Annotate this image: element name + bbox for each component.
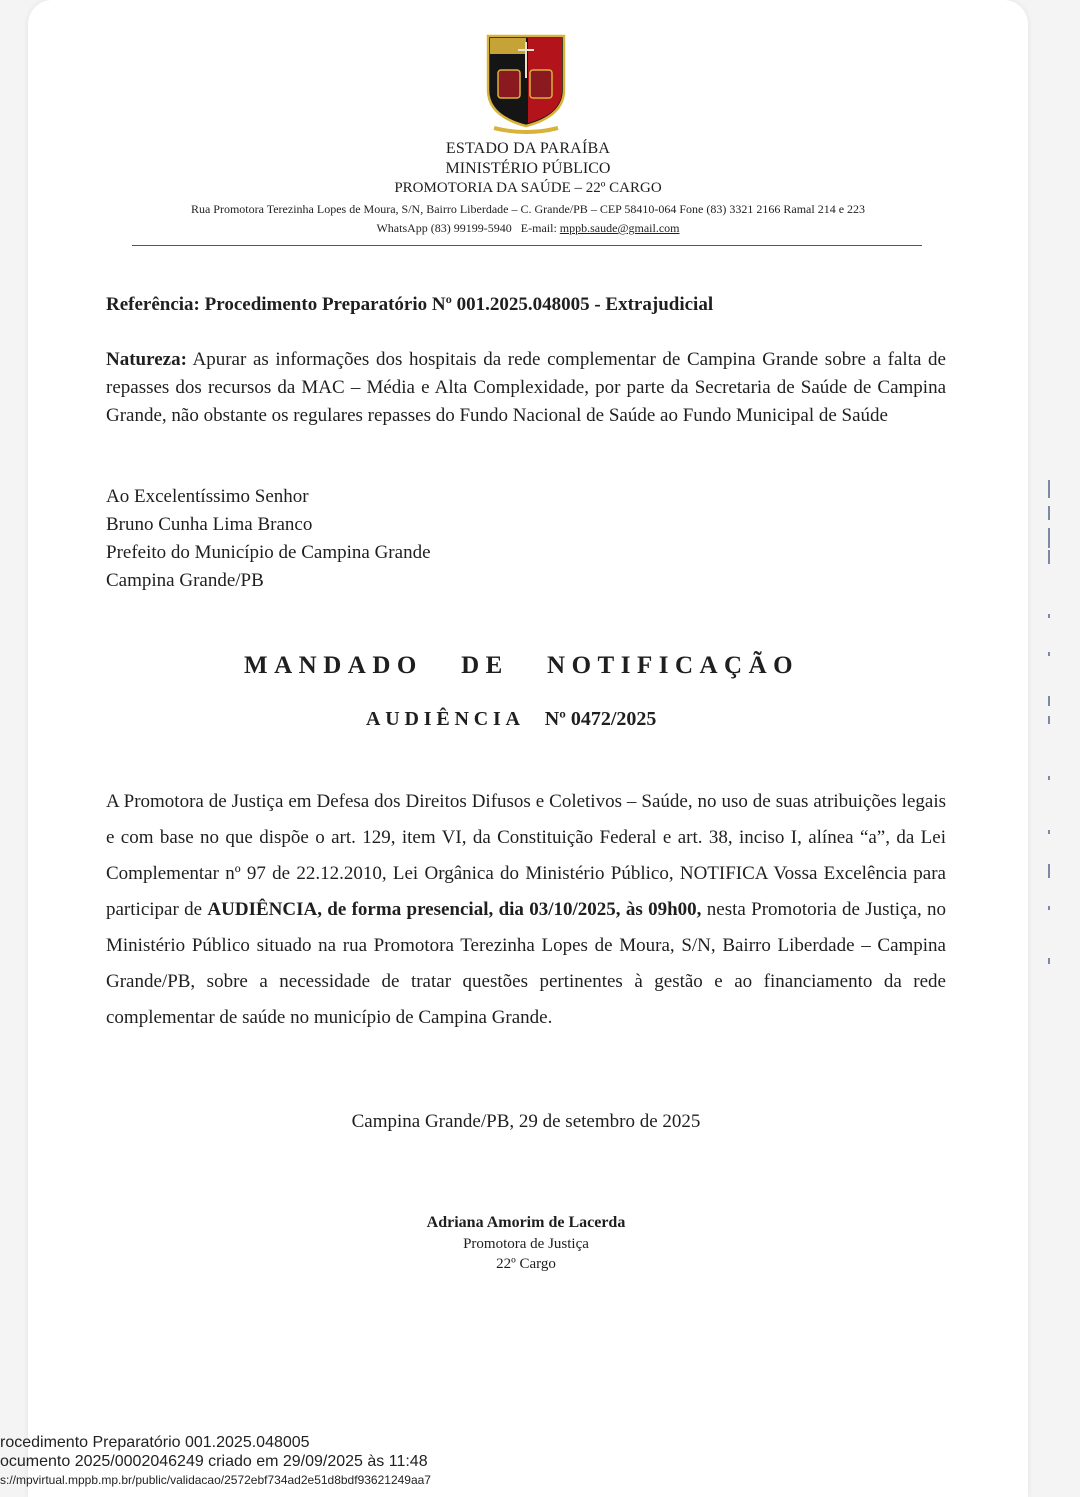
body-part-2: nesta Promotoria de Justiça, no Ministério Público situado na rua Promotora Terezinha Lopes de Moura, S/N, Bairro Liberdade – Campina Grande/PB, sobre a necessidade de tratar questões pertinentes à gestão e ao financiamento da rede complementar de saúde no município de Campina Grande. bbox=[106, 899, 947, 1028]
document-title: MANDADO DE NOTIFICAÇÃO bbox=[244, 652, 800, 679]
footer-procedure: rocedimento Preparatório 001.2025.048005 bbox=[0, 1434, 310, 1451]
header-state: ESTADO DA PARAÍBA bbox=[445, 140, 611, 157]
addressee-title: Prefeito do Município de Campina Grande bbox=[106, 542, 431, 563]
header-email-link[interactable]: mppb.saude@gmail.com bbox=[559, 221, 680, 235]
header-whatsapp: WhatsApp (83) 99199-5940 bbox=[376, 221, 512, 235]
header-address: Rua Promotora Terezinha Lopes de Moura, S/N, Bairro Liberdade – C. Grande/PB – CEP 58410-064 Fone (83) 3321 2166 Ramal 214 e 223 bbox=[190, 202, 866, 216]
header-office: PROMOTORIA DA SAÚDE – 22º CARGO bbox=[394, 180, 662, 196]
scan-edge-marks bbox=[1046, 480, 1054, 980]
nature-label: Natureza: bbox=[106, 349, 187, 370]
body-bold-schedule: AUDIÊNCIA, de forma presencial, dia 03/10/2025, às 09h00, bbox=[207, 899, 702, 920]
reference-line: Referência: Procedimento Preparatório Nº 001.2025.048005 - Extrajudicial bbox=[106, 294, 714, 315]
nature-paragraph bbox=[106, 346, 946, 430]
notification-body bbox=[106, 784, 946, 1036]
subtitle-word: AUDIÊNCIA bbox=[366, 708, 525, 730]
signer-office: 22º Cargo bbox=[496, 1256, 556, 1272]
header-divider bbox=[132, 245, 922, 246]
coat-of-arms-seal bbox=[484, 34, 568, 134]
header-email-label: E-mail: bbox=[520, 221, 557, 235]
nature-text: Apurar as informações dos hospitais da rede complementar de Campina Grande sobre a falta de repasses dos recursos da MAC – Média e Alta Complexidade, por parte da Secretaria de Saúde de Campina Grande, não obstante os regulares repasses do Fundo Nacional de Saúde ao Fundo Municipal de Saúde bbox=[106, 349, 946, 426]
signer-role: Promotora de Justiça bbox=[463, 1236, 589, 1252]
body-part-1: A Promotora de Justiça em Defesa dos Direitos Difusos e Coletivos – Saúde, no uso de suas atribuições legais e com base no que dispõe o art. 129, item VI, da Constituição Federal e art. 38, inciso I, alínea “a”, da Lei Complementar nº 97 de 22.12.2010, Lei Orgânica do Ministério Público, NOTIFICA Vossa Excelência para participar de bbox=[106, 791, 946, 920]
addressee-city: Campina Grande/PB bbox=[106, 570, 264, 591]
header-ministry: MINISTÉRIO PÚBLICO bbox=[445, 160, 611, 177]
header-contacts bbox=[0, 221, 1056, 236]
addressee-name: Bruno Cunha Lima Branco bbox=[106, 514, 313, 535]
footer-validation-link[interactable]: s://mpvirtual.mppb.mp.br/public/validacao/2572ebf734ad2e51d8bdf93621249aa7 bbox=[0, 1473, 431, 1487]
footer-document: ocumento 2025/0002046249 criado em 29/09/2025 às 11:48 bbox=[0, 1453, 428, 1470]
signer-name: Adriana Amorim de Lacerda bbox=[426, 1214, 626, 1231]
addressee-salutation: Ao Excelentíssimo Senhor bbox=[106, 486, 309, 507]
subtitle-number: Nº 0472/2025 bbox=[544, 708, 657, 730]
document-subtitle bbox=[366, 708, 656, 731]
date-line: Campina Grande/PB, 29 de setembro de 2025 bbox=[351, 1111, 701, 1132]
